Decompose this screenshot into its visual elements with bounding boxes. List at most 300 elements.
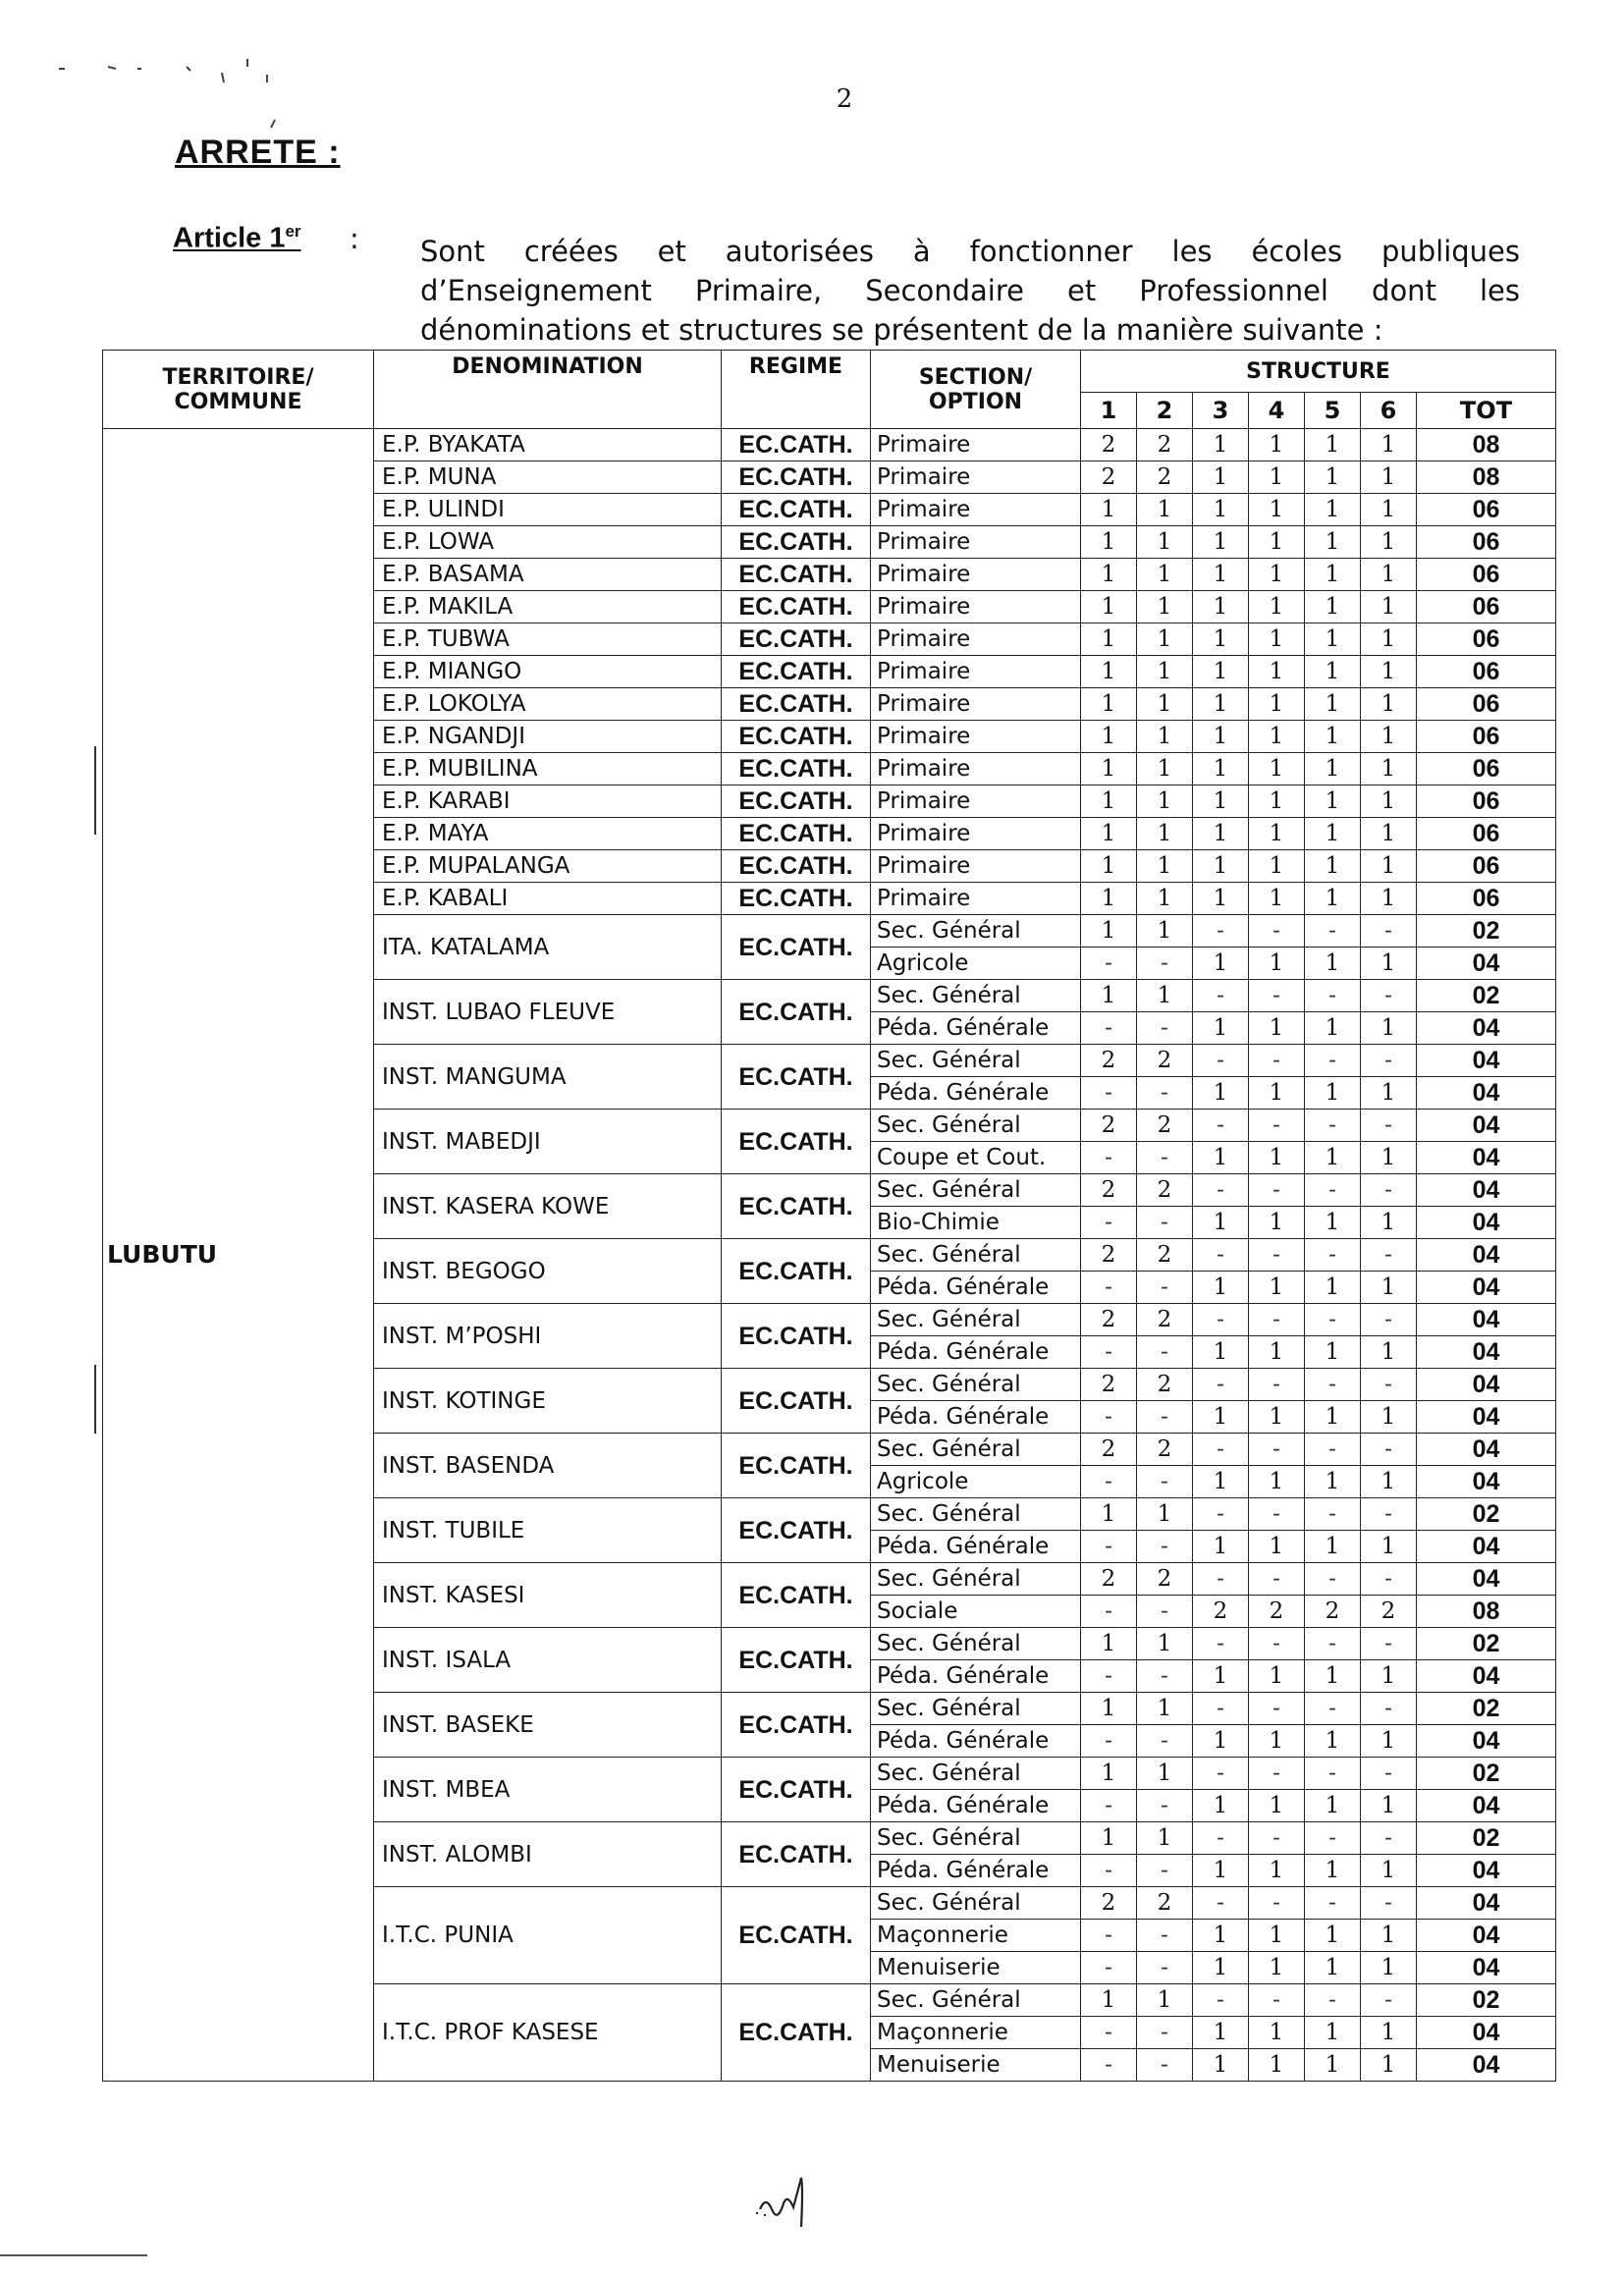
structure-value-1: -	[1081, 948, 1137, 980]
structure-value-6: -	[1361, 1304, 1417, 1336]
school-name: E.P. LOWA	[374, 526, 722, 559]
structure-total: 02	[1417, 1984, 1556, 2017]
structure-value-1: 1	[1081, 850, 1137, 883]
structure-value-3: 1	[1193, 1012, 1249, 1045]
structure-value-2: -	[1137, 2049, 1193, 2082]
structure-value-1: 2	[1081, 461, 1137, 494]
structure-value-4: 1	[1249, 429, 1305, 461]
structure-value-6: 1	[1361, 1336, 1417, 1369]
structure-value-4: 1	[1249, 883, 1305, 915]
structure-value-6: 1	[1361, 1531, 1417, 1563]
structure-value-5: 1	[1305, 1952, 1361, 1984]
structure-value-5: -	[1305, 1984, 1361, 2017]
structure-value-4: 1	[1249, 1466, 1305, 1498]
school-regime: EC.CATH.	[722, 1498, 871, 1563]
structure-value-6: 1	[1361, 623, 1417, 656]
structure-value-6: 1	[1361, 1660, 1417, 1693]
structure-value-6: 1	[1361, 948, 1417, 980]
structure-value-2: 1	[1137, 656, 1193, 688]
structure-value-6: -	[1361, 1563, 1417, 1596]
structure-total: 04	[1417, 1887, 1556, 1920]
structure-value-5: 1	[1305, 1920, 1361, 1952]
structure-value-2: 2	[1137, 1563, 1193, 1596]
section-option: Péda. Générale	[871, 1272, 1081, 1304]
header-structure: STRUCTURE	[1081, 351, 1556, 393]
structure-value-4: 1	[1249, 1142, 1305, 1174]
header-col-2: 2	[1137, 393, 1193, 429]
structure-value-5: -	[1305, 1110, 1361, 1142]
structure-value-6: -	[1361, 1369, 1417, 1401]
structure-value-4: -	[1249, 980, 1305, 1012]
structure-value-3: -	[1193, 1304, 1249, 1336]
school-name: E.P. MAKILA	[374, 591, 722, 623]
school-name: E.P. KARABI	[374, 785, 722, 818]
structure-value-5: 1	[1305, 1531, 1361, 1563]
school-name: INST. KASERA KOWE	[374, 1174, 722, 1239]
structure-value-4: 1	[1249, 1660, 1305, 1693]
school-regime: EC.CATH.	[722, 1110, 871, 1174]
structure-value-3: 1	[1193, 883, 1249, 915]
structure-value-6: -	[1361, 1434, 1417, 1466]
structure-value-6: 1	[1361, 1272, 1417, 1304]
section-option: Sec. Général	[871, 1304, 1081, 1336]
structure-value-1: 1	[1081, 753, 1137, 785]
structure-value-1: -	[1081, 1790, 1137, 1822]
structure-total: 02	[1417, 1628, 1556, 1660]
structure-value-3: 1	[1193, 850, 1249, 883]
structure-value-5: -	[1305, 1822, 1361, 1855]
school-regime: EC.CATH.	[722, 1984, 871, 2082]
structure-value-6: 1	[1361, 1952, 1417, 1984]
section-option: Menuiserie	[871, 1952, 1081, 1984]
structure-value-4: -	[1249, 1984, 1305, 2017]
structure-value-5: -	[1305, 1498, 1361, 1531]
structure-value-2: 2	[1137, 1369, 1193, 1401]
header-col-5: 5	[1305, 393, 1361, 429]
section-option: Primaire	[871, 494, 1081, 526]
structure-value-1: 1	[1081, 1822, 1137, 1855]
structure-value-5: -	[1305, 1304, 1361, 1336]
article-line: dénominations et structures se présentent de la manière suivante :	[420, 313, 1383, 347]
school-regime: EC.CATH.	[722, 850, 871, 883]
decree-heading: ARRETE :	[175, 134, 341, 171]
section-option: Primaire	[871, 526, 1081, 559]
school-regime: EC.CATH.	[722, 1434, 871, 1498]
structure-value-6: -	[1361, 915, 1417, 948]
structure-value-4: 1	[1249, 591, 1305, 623]
structure-total: 06	[1417, 785, 1556, 818]
section-option: Sec. Général	[871, 1822, 1081, 1855]
structure-value-2: 1	[1137, 526, 1193, 559]
structure-value-6: 1	[1361, 850, 1417, 883]
structure-total: 04	[1417, 1434, 1556, 1466]
structure-total: 06	[1417, 721, 1556, 753]
section-option: Sociale	[871, 1596, 1081, 1628]
structure-value-4: -	[1249, 1498, 1305, 1531]
structure-value-4: 1	[1249, 818, 1305, 850]
section-option: Sec. Général	[871, 1045, 1081, 1077]
structure-value-5: 1	[1305, 1272, 1361, 1304]
school-name: E.P. TUBWA	[374, 623, 722, 656]
structure-value-3: -	[1193, 915, 1249, 948]
structure-value-1: 1	[1081, 1758, 1137, 1790]
structure-total: 06	[1417, 753, 1556, 785]
binding-mark	[94, 746, 96, 835]
structure-value-2: -	[1137, 1207, 1193, 1239]
school-regime: EC.CATH.	[722, 559, 871, 591]
structure-value-6: 1	[1361, 753, 1417, 785]
schools-table-container	[102, 350, 1555, 2133]
structure-value-5: 1	[1305, 1142, 1361, 1174]
territoire-cell: LUBUTU	[103, 429, 374, 2082]
article-text	[420, 232, 1520, 350]
structure-value-5: 1	[1305, 1660, 1361, 1693]
structure-total: 04	[1417, 948, 1556, 980]
structure-value-2: 1	[1137, 721, 1193, 753]
structure-total: 04	[1417, 1466, 1556, 1498]
school-name: INST. TUBILE	[374, 1498, 722, 1563]
binding-mark	[94, 1365, 96, 1434]
school-regime: EC.CATH.	[722, 883, 871, 915]
school-regime: EC.CATH.	[722, 1758, 871, 1822]
structure-value-6: 1	[1361, 494, 1417, 526]
structure-value-3: 2	[1193, 1596, 1249, 1628]
structure-total: 02	[1417, 915, 1556, 948]
article-line: d’Enseignement Primaire, Secondaire et Professionnel dont les	[420, 274, 1520, 307]
structure-value-6: 1	[1361, 721, 1417, 753]
structure-value-1: 1	[1081, 1693, 1137, 1725]
header-section: SECTION/ OPTION	[871, 351, 1081, 429]
structure-value-4: 1	[1249, 1920, 1305, 1952]
structure-value-6: 1	[1361, 1207, 1417, 1239]
structure-value-6: -	[1361, 1822, 1417, 1855]
structure-value-1: 2	[1081, 1434, 1137, 1466]
structure-total: 08	[1417, 461, 1556, 494]
header-col-4: 4	[1249, 393, 1305, 429]
structure-value-1: -	[1081, 1272, 1137, 1304]
structure-value-1: 1	[1081, 721, 1137, 753]
section-option: Primaire	[871, 461, 1081, 494]
article-colon: :	[350, 222, 359, 255]
structure-value-6: 1	[1361, 1401, 1417, 1434]
structure-value-5: 1	[1305, 494, 1361, 526]
section-option: Sec. Général	[871, 980, 1081, 1012]
structure-value-4: 1	[1249, 1401, 1305, 1434]
structure-value-3: 1	[1193, 1725, 1249, 1758]
structure-total: 04	[1417, 1920, 1556, 1952]
structure-value-3: -	[1193, 1628, 1249, 1660]
section-option: Primaire	[871, 656, 1081, 688]
scan-edge-line	[0, 2254, 147, 2256]
structure-value-1: -	[1081, 1142, 1137, 1174]
structure-total: 04	[1417, 1401, 1556, 1434]
structure-value-3: 1	[1193, 1660, 1249, 1693]
structure-value-1: -	[1081, 1466, 1137, 1498]
structure-value-3: -	[1193, 980, 1249, 1012]
structure-value-4: 1	[1249, 526, 1305, 559]
structure-value-2: -	[1137, 1725, 1193, 1758]
structure-value-5: -	[1305, 1369, 1361, 1401]
school-name: E.P. KABALI	[374, 883, 722, 915]
structure-value-4: -	[1249, 1693, 1305, 1725]
section-option: Primaire	[871, 559, 1081, 591]
structure-value-3: -	[1193, 1110, 1249, 1142]
structure-value-3: 1	[1193, 526, 1249, 559]
structure-value-3: 1	[1193, 1920, 1249, 1952]
structure-value-5: -	[1305, 1239, 1361, 1272]
structure-value-6: 1	[1361, 591, 1417, 623]
structure-value-1: 1	[1081, 623, 1137, 656]
structure-value-3: 1	[1193, 753, 1249, 785]
structure-value-3: 1	[1193, 1855, 1249, 1887]
school-regime: EC.CATH.	[722, 915, 871, 980]
structure-value-4: -	[1249, 1239, 1305, 1272]
structure-total: 08	[1417, 429, 1556, 461]
structure-total: 04	[1417, 1110, 1556, 1142]
structure-value-4: -	[1249, 1045, 1305, 1077]
article-label	[173, 222, 301, 255]
structure-value-1: 1	[1081, 785, 1137, 818]
structure-value-3: -	[1193, 1498, 1249, 1531]
structure-value-6: -	[1361, 1984, 1417, 2017]
structure-value-4: 1	[1249, 721, 1305, 753]
structure-total: 04	[1417, 1304, 1556, 1336]
section-option: Maçonnerie	[871, 1920, 1081, 1952]
school-regime: EC.CATH.	[722, 591, 871, 623]
section-option: Péda. Générale	[871, 1531, 1081, 1563]
structure-value-4: 1	[1249, 656, 1305, 688]
section-option: Sec. Général	[871, 1174, 1081, 1207]
structure-total: 04	[1417, 1855, 1556, 1887]
school-regime: EC.CATH.	[722, 1563, 871, 1628]
school-name: E.P. LOKOLYA	[374, 688, 722, 721]
structure-value-4: 1	[1249, 494, 1305, 526]
section-option: Maçonnerie	[871, 2017, 1081, 2049]
structure-value-2: 1	[1137, 559, 1193, 591]
structure-value-2: 2	[1137, 1045, 1193, 1077]
structure-total: 04	[1417, 1531, 1556, 1563]
section-option: Agricole	[871, 1466, 1081, 1498]
structure-value-3: -	[1193, 1563, 1249, 1596]
structure-value-4: 1	[1249, 850, 1305, 883]
structure-value-3: 1	[1193, 1077, 1249, 1110]
structure-total: 04	[1417, 1142, 1556, 1174]
structure-value-1: 1	[1081, 494, 1137, 526]
structure-value-2: 2	[1137, 429, 1193, 461]
structure-value-6: -	[1361, 1498, 1417, 1531]
structure-value-4: -	[1249, 1822, 1305, 1855]
structure-value-6: 1	[1361, 1077, 1417, 1110]
school-regime: EC.CATH.	[722, 753, 871, 785]
school-regime: EC.CATH.	[722, 1628, 871, 1693]
section-option: Primaire	[871, 429, 1081, 461]
structure-total: 06	[1417, 591, 1556, 623]
school-name: E.P. MUPALANGA	[374, 850, 722, 883]
structure-value-4: 1	[1249, 1012, 1305, 1045]
structure-value-6: 1	[1361, 1142, 1417, 1174]
structure-value-2: 1	[1137, 850, 1193, 883]
school-name: INST. KASESI	[374, 1563, 722, 1628]
structure-total: 04	[1417, 2017, 1556, 2049]
section-option: Primaire	[871, 850, 1081, 883]
structure-value-2: 2	[1137, 1434, 1193, 1466]
structure-value-4: 1	[1249, 559, 1305, 591]
structure-value-4: 1	[1249, 1952, 1305, 1984]
article-line: Sont créées et autorisées à fonctionner les écoles publiques	[420, 235, 1520, 268]
school-name: E.P. MAYA	[374, 818, 722, 850]
structure-total: 04	[1417, 1012, 1556, 1045]
structure-value-6: 1	[1361, 559, 1417, 591]
structure-value-3: -	[1193, 1984, 1249, 2017]
structure-value-5: -	[1305, 915, 1361, 948]
structure-value-2: -	[1137, 1531, 1193, 1563]
structure-value-2: -	[1137, 1855, 1193, 1887]
header-territoire: TERRITOIRE/ COMMUNE	[103, 351, 374, 429]
section-option: Péda. Générale	[871, 1790, 1081, 1822]
structure-value-2: -	[1137, 1336, 1193, 1369]
section-option: Péda. Générale	[871, 1855, 1081, 1887]
section-option: Sec. Général	[871, 1628, 1081, 1660]
structure-value-2: -	[1137, 1790, 1193, 1822]
structure-value-3: -	[1193, 1045, 1249, 1077]
structure-value-1: 1	[1081, 1984, 1137, 2017]
structure-value-1: 1	[1081, 526, 1137, 559]
structure-value-2: 2	[1137, 461, 1193, 494]
structure-value-3: -	[1193, 1758, 1249, 1790]
structure-value-4: -	[1249, 1887, 1305, 1920]
structure-value-3: 1	[1193, 688, 1249, 721]
structure-value-4: 1	[1249, 2017, 1305, 2049]
section-option: Agricole	[871, 948, 1081, 980]
structure-value-3: 1	[1193, 429, 1249, 461]
section-option: Coupe et Cout.	[871, 1142, 1081, 1174]
structure-value-1: -	[1081, 2049, 1137, 2082]
structure-value-2: 2	[1137, 1239, 1193, 1272]
structure-value-1: 1	[1081, 1628, 1137, 1660]
structure-value-3: 1	[1193, 1336, 1249, 1369]
structure-value-3: 1	[1193, 1790, 1249, 1822]
structure-value-6: -	[1361, 1693, 1417, 1725]
structure-total: 02	[1417, 1822, 1556, 1855]
section-option: Sec. Général	[871, 1563, 1081, 1596]
structure-value-2: 1	[1137, 1984, 1193, 2017]
structure-value-2: 1	[1137, 623, 1193, 656]
school-regime: EC.CATH.	[722, 1045, 871, 1110]
structure-total: 04	[1417, 1239, 1556, 1272]
structure-value-5: 1	[1305, 429, 1361, 461]
structure-total: 06	[1417, 656, 1556, 688]
school-name: E.P. BASAMA	[374, 559, 722, 591]
structure-value-2: 1	[1137, 1628, 1193, 1660]
section-option: Sec. Général	[871, 1887, 1081, 1920]
structure-value-2: 1	[1137, 883, 1193, 915]
school-name: E.P. BYAKATA	[374, 429, 722, 461]
structure-value-4: -	[1249, 1369, 1305, 1401]
structure-value-3: -	[1193, 1434, 1249, 1466]
header-regime: REGIME	[722, 351, 871, 429]
structure-value-2: -	[1137, 2017, 1193, 2049]
structure-value-2: -	[1137, 1272, 1193, 1304]
structure-value-5: 1	[1305, 883, 1361, 915]
school-regime: EC.CATH.	[722, 461, 871, 494]
structure-value-4: 1	[1249, 688, 1305, 721]
structure-value-2: 2	[1137, 1304, 1193, 1336]
structure-value-5: -	[1305, 1563, 1361, 1596]
structure-value-5: 1	[1305, 721, 1361, 753]
structure-value-2: -	[1137, 1077, 1193, 1110]
section-option: Sec. Général	[871, 1984, 1081, 2017]
structure-value-6: 1	[1361, 2017, 1417, 2049]
structure-value-5: 2	[1305, 1596, 1361, 1628]
structure-total: 06	[1417, 850, 1556, 883]
structure-value-5: 1	[1305, 785, 1361, 818]
structure-value-4: -	[1249, 1304, 1305, 1336]
structure-value-4: 1	[1249, 1725, 1305, 1758]
structure-value-4: 1	[1249, 1272, 1305, 1304]
school-name: I.T.C. PROF KASESE	[374, 1984, 722, 2082]
schools-table-body	[103, 429, 1556, 2082]
structure-value-5: -	[1305, 1628, 1361, 1660]
article-label-text: Article 1	[173, 222, 286, 254]
section-option: Sec. Général	[871, 1239, 1081, 1272]
structure-value-1: -	[1081, 1660, 1137, 1693]
structure-value-4: 1	[1249, 461, 1305, 494]
structure-value-2: 1	[1137, 1822, 1193, 1855]
signature-initials	[752, 2170, 840, 2229]
structure-value-1: 2	[1081, 1369, 1137, 1401]
structure-value-4: 1	[1249, 623, 1305, 656]
structure-value-6: 1	[1361, 818, 1417, 850]
structure-total: 06	[1417, 818, 1556, 850]
structure-value-3: 1	[1193, 1531, 1249, 1563]
structure-value-2: -	[1137, 1596, 1193, 1628]
structure-value-6: 1	[1361, 656, 1417, 688]
structure-value-5: -	[1305, 1434, 1361, 1466]
structure-value-1: 2	[1081, 1110, 1137, 1142]
structure-total: 02	[1417, 980, 1556, 1012]
school-name: INST. ALOMBI	[374, 1822, 722, 1887]
structure-value-5: 1	[1305, 1790, 1361, 1822]
section-option: Primaire	[871, 688, 1081, 721]
structure-value-4: 1	[1249, 948, 1305, 980]
structure-value-2: -	[1137, 1952, 1193, 1984]
header-col-1: 1	[1081, 393, 1137, 429]
structure-value-2: 1	[1137, 753, 1193, 785]
structure-value-2: 1	[1137, 591, 1193, 623]
section-option: Primaire	[871, 623, 1081, 656]
structure-value-2: -	[1137, 1466, 1193, 1498]
school-name: INST. BASEKE	[374, 1693, 722, 1758]
school-name: E.P. MUBILINA	[374, 753, 722, 785]
structure-value-2: 1	[1137, 818, 1193, 850]
structure-value-5: 1	[1305, 526, 1361, 559]
school-regime: EC.CATH.	[722, 494, 871, 526]
structure-total: 04	[1417, 1077, 1556, 1110]
structure-value-1: 2	[1081, 1887, 1137, 1920]
structure-value-5: 1	[1305, 1336, 1361, 1369]
section-option: Sec. Général	[871, 1693, 1081, 1725]
section-option: Sec. Général	[871, 1434, 1081, 1466]
structure-value-2: -	[1137, 1142, 1193, 1174]
structure-value-2: 1	[1137, 980, 1193, 1012]
section-option: Péda. Générale	[871, 1336, 1081, 1369]
structure-value-2: 2	[1137, 1174, 1193, 1207]
structure-value-6: 1	[1361, 1790, 1417, 1822]
structure-value-6: -	[1361, 1174, 1417, 1207]
structure-value-1: 2	[1081, 1304, 1137, 1336]
section-option: Bio-Chimie	[871, 1207, 1081, 1239]
school-regime: EC.CATH.	[722, 1239, 871, 1304]
